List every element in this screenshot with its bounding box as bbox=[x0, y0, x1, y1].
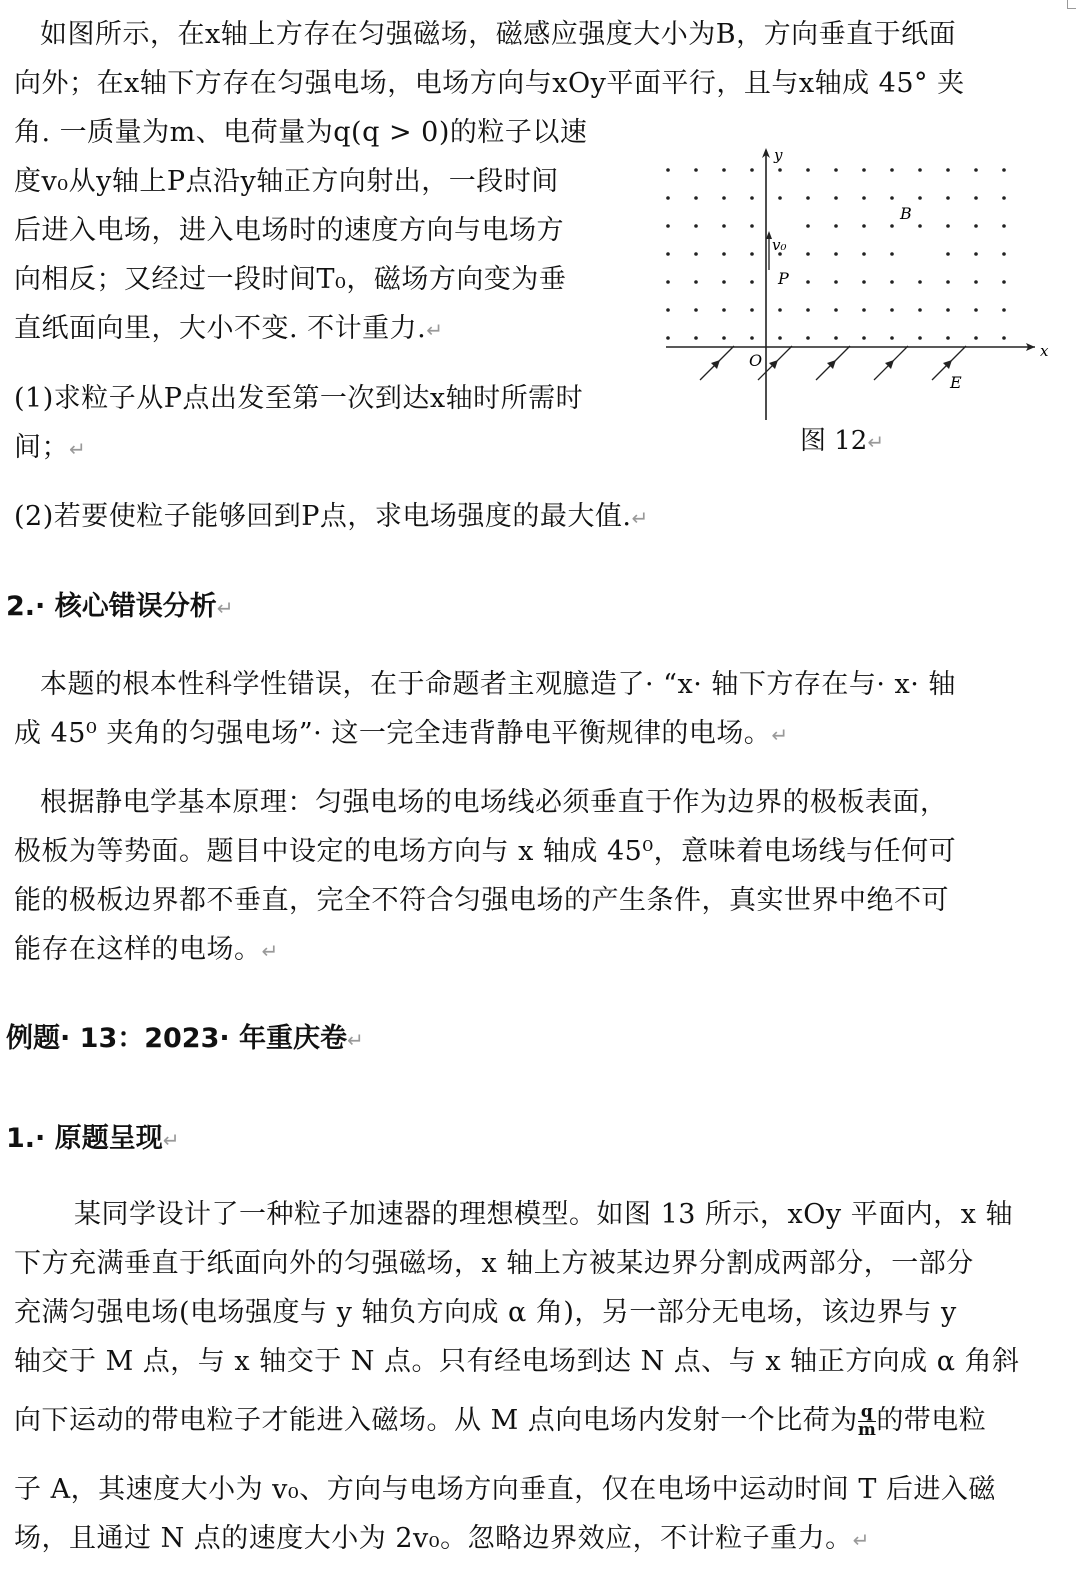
p12-line-3: 角. 一质量为m、电荷量为q(q > 0)的粒子以速 bbox=[14, 117, 588, 148]
e13-line-5b: 的带电粒 bbox=[876, 1405, 987, 1436]
field-dot bbox=[666, 168, 670, 172]
field-dot bbox=[806, 224, 810, 228]
field-dot bbox=[918, 336, 922, 340]
field-dot bbox=[1002, 252, 1006, 256]
s2-para2-line-1: 根据静电学基本原理：匀强电场的电场线必须垂直于作为边界的极板表面， bbox=[40, 787, 948, 818]
field-dot bbox=[694, 336, 698, 340]
field-dot bbox=[946, 196, 950, 200]
field-dot bbox=[722, 168, 726, 172]
field-dot bbox=[890, 336, 894, 340]
field-dot bbox=[890, 224, 894, 228]
field-dot bbox=[722, 308, 726, 312]
field-dot bbox=[974, 252, 978, 256]
field-dot bbox=[666, 224, 670, 228]
p12-q1-line-1: (1)求粒子从P点出发至第一次到达x轴时所需时 bbox=[14, 383, 584, 414]
y-label: y bbox=[774, 146, 783, 164]
v0-label: v₀ bbox=[772, 236, 787, 254]
s2-para2-line-3: 能的极板边界都不垂直，完全不符合匀强电场的产生条件，真实世界中绝不可 bbox=[14, 885, 949, 916]
field-dot bbox=[750, 308, 754, 312]
e13-line-1: 某同学设计了一种粒子加速器的理想模型。如图 13 所示，xOy 平面内，x 轴 bbox=[74, 1199, 1014, 1230]
paragraph-mark: ↵ bbox=[69, 437, 87, 461]
field-dot bbox=[974, 280, 978, 284]
x-label: x bbox=[1040, 342, 1049, 360]
field-dot bbox=[918, 168, 922, 172]
paragraph-mark: ↵ bbox=[162, 1128, 180, 1152]
magnetic-field-dots bbox=[666, 168, 1006, 340]
e13-line-5 bbox=[14, 1396, 1060, 1445]
s2-para1-line-2 bbox=[14, 709, 1060, 760]
field-dot bbox=[974, 196, 978, 200]
field-dot bbox=[834, 168, 838, 172]
field-dot bbox=[974, 168, 978, 172]
field-dot bbox=[806, 308, 810, 312]
example-13-subheading-text: 1.· 原题呈现 bbox=[6, 1123, 163, 1154]
example-13-subheading bbox=[6, 1116, 179, 1155]
field-dot bbox=[666, 308, 670, 312]
field-dot bbox=[750, 336, 754, 340]
field-dot bbox=[778, 168, 782, 172]
field-dot bbox=[890, 196, 894, 200]
p-label: P bbox=[778, 269, 789, 288]
field-dot bbox=[834, 196, 838, 200]
caption-text: 图 12 bbox=[800, 426, 868, 456]
s2-para2-line-4 bbox=[14, 925, 1060, 976]
paragraph-mark: ↵ bbox=[347, 1028, 364, 1052]
field-dot bbox=[862, 196, 866, 200]
charge-mass-ratio bbox=[858, 1404, 877, 1439]
p12-line-2: 向外；在x轴下方存在匀强电场，电场方向与xOy平面平行，且与x轴成 45° 夹 bbox=[14, 68, 965, 99]
field-dot bbox=[862, 308, 866, 312]
field-dot bbox=[666, 280, 670, 284]
field-dot bbox=[666, 336, 670, 340]
e13-line-7 bbox=[14, 1514, 1060, 1565]
e13-line-3: 充满匀强电场(电场强度与 y 轴负方向成 α 角)，另一部分无电场，该边界与 y bbox=[14, 1297, 957, 1328]
field-dot bbox=[918, 196, 922, 200]
field-dot bbox=[974, 308, 978, 312]
fraction-denominator: m bbox=[857, 1420, 877, 1440]
field-dot bbox=[694, 224, 698, 228]
field-dot bbox=[666, 196, 670, 200]
field-dot bbox=[834, 336, 838, 340]
p12-line-5: 后进入电场，进入电场时的速度方向与电场方 bbox=[14, 215, 564, 246]
e13-line-5a: 向下运动的带电粒子才能进入磁场。从 M 点向电场内发射一个比荷为 bbox=[14, 1405, 858, 1436]
p12-line-1: 如图所示，在x轴上方存在匀强磁场，磁感应强度大小为B，方向垂直于纸面 bbox=[40, 19, 957, 50]
p12-line-6: 向相反；又经过一段时间T₀，磁场方向变为垂 bbox=[14, 264, 567, 295]
example-13-heading bbox=[6, 1016, 364, 1055]
field-dot bbox=[862, 168, 866, 172]
field-dot bbox=[778, 308, 782, 312]
field-dot bbox=[946, 224, 950, 228]
paragraph-mark: ↵ bbox=[216, 596, 234, 620]
field-dot bbox=[1002, 168, 1006, 172]
field-dot bbox=[946, 168, 950, 172]
field-dot bbox=[862, 252, 866, 256]
field-dot bbox=[946, 280, 950, 284]
field-dot bbox=[694, 168, 698, 172]
s2-para1-line-2-text: 成 45⁰ 夹角的匀强电场”· 这一完全违背静电平衡规律的电场。 bbox=[14, 718, 772, 749]
field-dot bbox=[918, 280, 922, 284]
paragraph-mark: ↵ bbox=[867, 430, 885, 454]
section-2-heading bbox=[6, 584, 233, 623]
field-dot bbox=[946, 252, 950, 256]
field-dot bbox=[834, 280, 838, 284]
electric-field-lines bbox=[700, 346, 966, 380]
field-dot bbox=[890, 168, 894, 172]
field-dot bbox=[750, 196, 754, 200]
figure-12-caption bbox=[800, 420, 884, 457]
p12-q1-line-2-text: 间； bbox=[14, 432, 69, 463]
field-dot bbox=[890, 280, 894, 284]
b-label: B bbox=[900, 204, 912, 223]
field-dot bbox=[946, 336, 950, 340]
field-dot bbox=[722, 252, 726, 256]
p12-line-7-text: 直纸面向里，大小不变. 不计重力. bbox=[14, 313, 427, 344]
field-dot bbox=[862, 280, 866, 284]
p12-q2 bbox=[14, 492, 1060, 543]
field-dot bbox=[1002, 280, 1006, 284]
p12-line-4: 度v₀从y轴上P点沿y轴正方向射出，一段时间 bbox=[14, 166, 559, 197]
field-dot bbox=[806, 168, 810, 172]
s2-para2-line-2: 极板为等势面。题目中设定的电场方向与 x 轴成 45⁰，意味着电场线与任何可 bbox=[14, 836, 957, 867]
s2-para1-line-1: 本题的根本性科学性错误，在于命题者主观臆造了· “x· 轴下方存在与· x· 轴 bbox=[40, 669, 956, 700]
field-dot bbox=[778, 336, 782, 340]
field-dot bbox=[806, 196, 810, 200]
paragraph-mark: ↵ bbox=[261, 939, 279, 963]
paragraph-mark: ↵ bbox=[771, 723, 789, 747]
field-dot bbox=[1002, 308, 1006, 312]
s2-para2-line-4-text: 能存在这样的电场。 bbox=[14, 934, 262, 965]
field-dot bbox=[890, 308, 894, 312]
field-dot bbox=[750, 252, 754, 256]
field-dot bbox=[694, 308, 698, 312]
p12-q1-line-2 bbox=[14, 423, 1060, 474]
field-dot bbox=[750, 280, 754, 284]
field-dot bbox=[918, 224, 922, 228]
field-dot bbox=[834, 308, 838, 312]
paragraph-mark: ↵ bbox=[631, 506, 649, 530]
example-13-heading-text: 例题· 13：2023· 年重庆卷 bbox=[6, 1023, 348, 1054]
e13-line-6: 子 A，其速度大小为 v₀、方向与电场方向垂直，仅在电场中运动时间 T 后进入磁 bbox=[14, 1474, 996, 1505]
field-dot bbox=[834, 224, 838, 228]
field-dot bbox=[1002, 336, 1006, 340]
field-dot bbox=[694, 280, 698, 284]
field-dot bbox=[694, 196, 698, 200]
field-dot bbox=[862, 336, 866, 340]
field-dot bbox=[750, 168, 754, 172]
section-2-heading-text: 2.· 核心错误分析 bbox=[6, 591, 217, 622]
page-corner-mark bbox=[1067, 0, 1076, 9]
e13-line-4: 轴交于 M 点，与 x 轴交于 N 点。只有经电场到达 N 点、与 x 轴正方向成 α 角斜 bbox=[14, 1346, 1020, 1377]
field-dot bbox=[722, 280, 726, 284]
field-dot bbox=[666, 252, 670, 256]
figure-12 bbox=[660, 142, 1060, 422]
field-dot bbox=[974, 224, 978, 228]
e-label: E bbox=[950, 373, 962, 392]
field-dot bbox=[834, 252, 838, 256]
origin-label: O bbox=[749, 351, 763, 370]
fraction-numerator: q bbox=[858, 1404, 877, 1422]
field-dot bbox=[918, 308, 922, 312]
field-dot bbox=[750, 224, 754, 228]
field-dot bbox=[722, 196, 726, 200]
field-dot bbox=[806, 280, 810, 284]
e13-line-2: 下方充满垂直于纸面向外的匀强磁场，x 轴上方被某边界分割成两部分，一部分 bbox=[14, 1248, 974, 1279]
field-dot bbox=[946, 308, 950, 312]
e13-line-7-text: 场，且通过 N 点的速度大小为 2v₀。忽略边界效应，不计粒子重力。 bbox=[14, 1523, 853, 1554]
field-dot bbox=[778, 196, 782, 200]
field-dot bbox=[974, 336, 978, 340]
field-dot bbox=[1002, 196, 1006, 200]
field-dot bbox=[694, 252, 698, 256]
field-dot bbox=[806, 336, 810, 340]
field-dot bbox=[722, 224, 726, 228]
field-dot bbox=[890, 252, 894, 256]
paragraph-mark: ↵ bbox=[426, 318, 444, 342]
field-dot bbox=[722, 336, 726, 340]
field-dot bbox=[1002, 224, 1006, 228]
field-dot bbox=[806, 252, 810, 256]
paragraph-mark: ↵ bbox=[852, 1528, 870, 1552]
p12-q2-text: (2)若要使粒子能够回到P点，求电场强度的最大值. bbox=[14, 501, 632, 532]
field-dot bbox=[862, 224, 866, 228]
